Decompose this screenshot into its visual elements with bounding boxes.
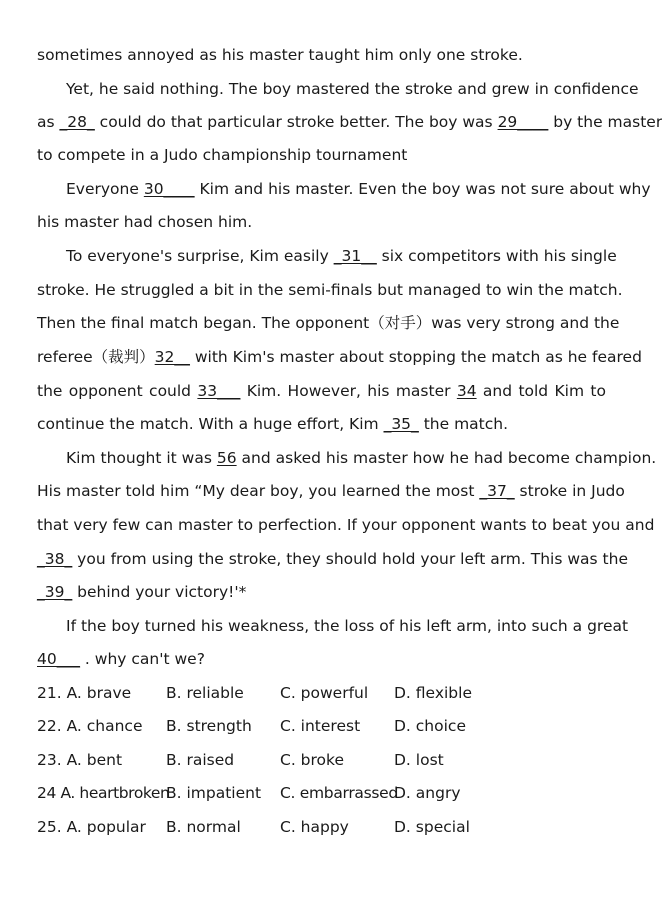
line-text: His master told him “My dear boy, you learned the most — [37, 482, 480, 500]
line-text: and asked his master how he had become champion. — [236, 449, 657, 467]
line-text: that very few can master to perfection. If your opponent wants to beat you and — [37, 516, 655, 534]
line-text: . why can't we? — [79, 650, 205, 668]
line-text: as — [37, 113, 60, 131]
passage-line — [37, 112, 662, 132]
line-text: Kim. However, his master — [240, 382, 457, 400]
line-text: If the boy turned his weakness, the loss of his left arm, into such a great — [66, 617, 629, 635]
passage-line — [37, 414, 606, 434]
passage-line — [37, 649, 606, 669]
blank-38: _38_ — [37, 550, 73, 568]
blank-33: 33___ — [197, 382, 241, 400]
passage-line — [37, 481, 625, 501]
line-text: by the master — [548, 113, 662, 131]
option-a: 22. A. chance — [37, 717, 143, 735]
blank-39: _39_ — [37, 583, 73, 601]
line-text: Kim thought it was — [66, 449, 217, 467]
option-b: B. normal — [166, 818, 241, 836]
option-b: B. impatient — [166, 784, 262, 802]
option-b: B. raised — [166, 751, 235, 769]
blank-37: _37_ — [479, 482, 515, 500]
line-text: Then the final match began. The opponent（对手）was very strong and the — [37, 314, 620, 332]
option-a: 24 A. heartbroken — [37, 784, 170, 802]
option-a: 25. A. popular — [37, 818, 146, 836]
blank-31: _31__ — [333, 247, 377, 265]
option-a: 21. A. brave — [37, 684, 132, 702]
passage-line — [37, 381, 606, 401]
line-text: and told Kim to — [476, 382, 606, 400]
blank-28: _28_ — [59, 113, 95, 131]
line-text: sometimes annoyed as his master taught him only one stroke. — [37, 46, 523, 64]
line-text: his master had chosen him. — [37, 213, 253, 231]
blank-40: 40___ — [37, 650, 80, 668]
passage-line — [66, 179, 651, 199]
blank-35: _35_ — [383, 415, 419, 433]
passage-line — [37, 549, 628, 569]
blank-34: 34 — [456, 382, 477, 400]
line-text: the match. — [418, 415, 509, 433]
option-c: C. interest — [280, 717, 361, 735]
option-c: C. broke — [280, 751, 344, 769]
option-c: C. powerful — [280, 684, 369, 702]
option-a: 23. A. bent — [37, 751, 123, 769]
option-b: B. strength — [166, 717, 252, 735]
passage-line — [37, 280, 623, 300]
line-text: to compete in a Judo championship tournament — [37, 146, 408, 164]
line-text: To everyone's surprise, Kim easily — [66, 247, 334, 265]
blank-29: 29____ — [497, 113, 549, 131]
line-text: the opponent could — [37, 382, 198, 400]
line-text: Kim and his master. Even the boy was not sure about why — [194, 180, 651, 198]
option-b: B. reliable — [166, 684, 244, 702]
line-text: six competitors with his single — [376, 247, 617, 265]
passage-line — [66, 79, 639, 99]
line-text: could do that particular stroke better. The boy was — [94, 113, 498, 131]
line-text: behind your victory!'* — [72, 583, 247, 601]
line-text: continue the match. With a huge effort, Kim — [37, 415, 384, 433]
option-c: C. happy — [280, 818, 349, 836]
passage-line — [66, 616, 629, 636]
line-text: you from using the stroke, they should hold your left arm. This was the — [72, 550, 628, 568]
line-text: Everyone — [66, 180, 144, 198]
line-text: stroke. He struggled a bit in the semi-finals but managed to win the match. — [37, 281, 623, 299]
option-d: D. angry — [394, 784, 461, 802]
line-text: stroke in Judo — [514, 482, 625, 500]
passage-line — [37, 313, 620, 333]
passage-line — [37, 515, 655, 535]
line-text: Yet, he said nothing. The boy mastered the stroke and grew in confidence — [66, 80, 639, 98]
passage-line — [66, 246, 617, 266]
passage-line — [37, 212, 606, 232]
passage-line — [37, 582, 606, 602]
passage-line — [37, 45, 606, 65]
passage-line — [66, 448, 657, 468]
blank-32: 32__ — [154, 348, 190, 366]
option-c: C. embarrassed — [280, 784, 398, 802]
option-d: D. flexible — [394, 684, 472, 702]
blank-36: 56 — [216, 449, 237, 467]
blank-30: 30____ — [143, 180, 195, 198]
line-text: with Kim's master about stopping the match as he feared — [189, 348, 642, 366]
option-d: D. lost — [394, 751, 444, 769]
option-d: D. choice — [394, 717, 466, 735]
passage-line — [37, 347, 642, 367]
passage-line — [37, 145, 606, 165]
line-text: referee（裁判） — [37, 348, 155, 366]
option-d: D. special — [394, 818, 470, 836]
